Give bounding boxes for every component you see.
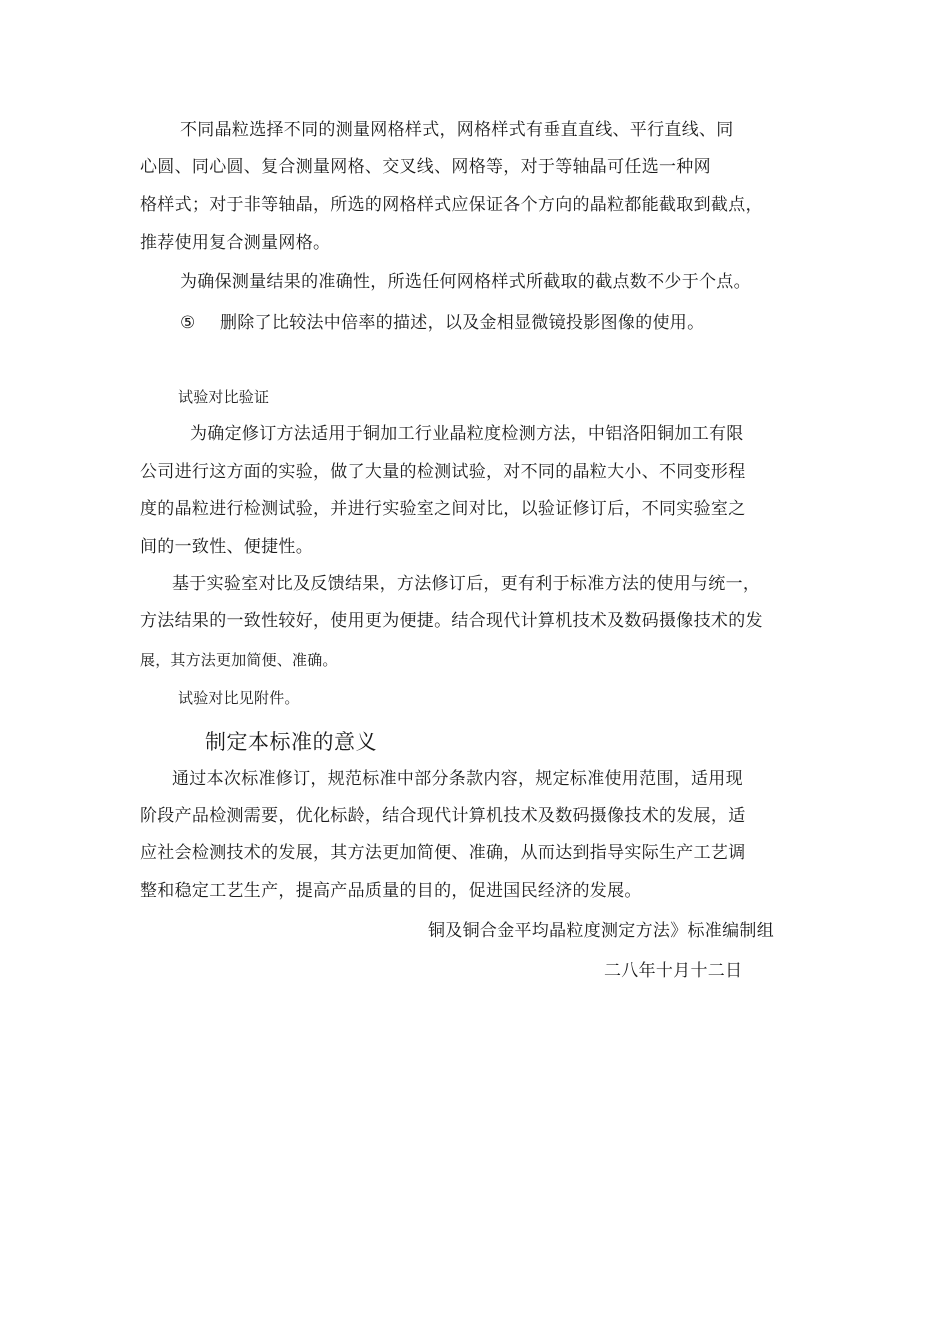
signature-org: 铜及铜合金平均晶粒度测定方法》标准编制组 [428,921,774,941]
paragraph-line: 试验对比见附件。 [178,689,300,707]
paragraph-line: 度的晶粒进行检测试验，并进行实验室之间对比，以验证修订后，不同实验室之 [140,499,746,519]
paragraph-line: 公司进行这方面的实验，做了大量的检测试验，对不同的晶粒大小、不同变形程 [140,462,746,482]
paragraph-line: 通过本次标准修订，规范标准中部分条款内容，规定标准使用范围，适用现 [172,769,743,789]
paragraph-line: 间的一致性、便捷性。 [140,537,313,557]
paragraph-line: 整和稳定工艺生产，提高产品质量的目的，促进国民经济的发展。 [140,881,642,901]
paragraph-line: 不同晶粒选择不同的测量网格样式，网格样式有垂直直线、平行直线、同 [180,120,734,140]
item-number: ⑤ [180,313,196,333]
paragraph-line: 为确定修订方法适用于铜加工行业晶粒度检测方法，中铝洛阳铜加工有限 [190,424,744,444]
section-title-significance: 制定本标准的意义 [205,730,377,754]
paragraph-line: 方法结果的一致性较好，使用更为便捷。结合现代计算机技术及数码摄像技术的发 [140,611,763,631]
list-item-5 [180,311,704,335]
paragraph-line: 阶段产品检测需要，优化标龄，结合现代计算机技术及数码摄像技术的发展，适 [140,806,746,826]
paragraph-line: 心圆、同心圆、复合测量网格、交叉线、网格等，对于等轴晶可任选一种网 [140,157,711,177]
paragraph-line: 基于实验室对比及反馈结果，方法修订后，更有利于标准方法的使用与统一， [172,574,761,594]
section-title-trial: 试验对比验证 [178,388,270,406]
paragraph-line: 格样式；对于非等轴晶，所选的网格样式应保证各个方向的晶粒都能截取到截点， [140,195,763,215]
paragraph-line: 展，其方法更加简便、准确。 [140,651,338,669]
signature-date: 二八年十月十二日 [604,961,743,981]
paragraph-line: 为确保测量结果的准确性，所选任何网格样式所截取的截点数不少于个点。 [180,272,751,292]
paragraph-line: 应社会检测技术的发展，其方法更加简便、准确，从而达到指导实际生产工艺调 [140,843,746,863]
paragraph-line: 推荐使用复合测量网格。 [140,233,331,253]
item-text: 删除了比较法中倍率的描述，以及金相显微镜投影图像的使用。 [220,313,705,333]
